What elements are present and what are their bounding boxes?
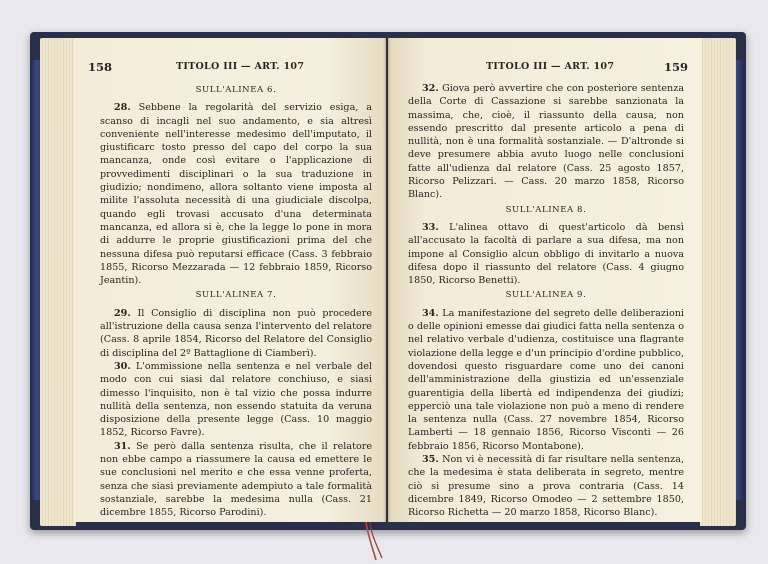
paragraph-text: Se però dalla sentenza risulta, che il relatore non ebbe campo a riassumere la causa ed emettere le sue conclusioni nel merito e che essa venne proferta, senza che siasi previamente adempiuto a tale formalità sostanziale, sarebbe la medesima nulla (Cass. 21 dicembre 1855, Ricorso Parodini). — [100, 440, 372, 519]
section-heading: SULL'ALINEA 9. — [505, 290, 587, 301]
paragraph-number: 28. — [114, 102, 131, 114]
paragraph-text: La manifestazione del segreto delle deliberazioni o delle opinioni emesse dai giudici fatta nella sentenza o nel relativo verbale d'udienza, costituisce una flagrante violazione della legge e d'un principio d'ordine pubblico, dovendosi questo risguardare come uno dei canoni dell'amministrazione della giustizia ed un'essenziale guarentigia della libertà ed indipendenza dei giudizi; epperciò una tale violazione non può a meno di rendere la sentenza nulla (Cass. 27 novembre 1854, Ricorso Lamberti — 18 gennaio 1856, Ricorso Visconti — 26 febbraio 1856, Ricorso Montabone). — [408, 307, 684, 452]
paragraph-number: 35. — [422, 454, 439, 466]
left-page-text — [100, 82, 372, 520]
numbered-paragraph — [100, 360, 372, 440]
left-page-header — [88, 60, 372, 76]
paragraph-text: L'ommissione nella sentenza e nel verbale del modo con cui siasi dal relatore conchiuso, e siasi dimesso l'inquisito, non è tal vizio che possa indurre nullità della sentenza, non essendo statuita da veruna disposizione della presente legge (Cass. 10 maggio 1852, Ricorso Favre). — [100, 360, 372, 439]
right-page — [388, 38, 702, 522]
left-page — [74, 38, 386, 522]
section-heading: SULL'ALINEA 7. — [195, 290, 277, 301]
paragraph-text: Non vi è necessità di far risultare nella sentenza, che la medesima è stata deliberata in segreto, mentre ciò si presume sino a prova contraria (Cass. 14 dicembre 1849, Ricorso Omodeo — 2 settembre 1850, Ricorso Richetta — 20 marzo 1858, Ricorso Blanc). — [408, 454, 684, 519]
numbered-paragraph — [100, 440, 372, 520]
paragraph-number: 30. — [114, 360, 131, 372]
right-page-text — [408, 82, 684, 520]
book-gutter — [383, 38, 391, 522]
page-number: 158 — [88, 60, 113, 74]
numbered-paragraph — [100, 101, 372, 287]
paragraph-number: 34. — [422, 307, 439, 319]
paragraph-text: Il Consiglio di disciplina non può procedere all'istruzione della causa senza l'intervento del relatore (Cass. 8 aprile 1854, Ricorso del Relatore del Consiglio di disciplina del 2º Battaglione di Ciamberì). — [100, 307, 372, 359]
right-page-header — [402, 60, 688, 76]
paragraph-number: 29. — [114, 307, 131, 319]
paragraph-text: Giova però avvertire che con posteriore sentenza della Corte di Cassazione si sarebbe sanzionata la massima, che, cioè, il riassunto della causa, non essendo prescritto dal presente articolo a pena di nullità, non è una formalità sostanziale. — D'altronde si deve presumere abbia avuto luogo nelle conclusioni fatte all'udienza dal relatore (Cass. 25 agosto 1857, Ricorso Pelizzari. — Cass. 20 marzo 1858, Ricorso Blanc). — [408, 83, 684, 201]
paragraph-number: 32. — [422, 83, 439, 94]
running-head: TITOLO III — ART. 107 — [486, 61, 615, 72]
numbered-paragraph — [408, 453, 684, 519]
section-heading: SULL'ALINEA 6. — [195, 85, 277, 95]
page-edges-left — [40, 38, 76, 526]
paragraph-number: 33. — [422, 221, 439, 233]
section-heading: SULL'ALINEA 8. — [505, 204, 587, 215]
paragraph-number: 31. — [114, 440, 131, 452]
paragraph-text: L'alinea ottavo di quest'articolo dà bensì all'accusato la facoltà di parlare a sua difesa, ma non impone al Consiglio alcun obbligo di invitarlo a nuova difesa dopo il riassunto del relatore (Cass. 4 giugno 1850, Ricorso Benetti). — [408, 221, 684, 287]
numbered-paragraph — [408, 82, 684, 202]
running-head: TITOLO III — ART. 107 — [176, 61, 305, 72]
page-number: 159 — [663, 60, 688, 74]
numbered-paragraph — [408, 307, 684, 453]
bookmark-ribbon — [362, 522, 388, 562]
numbered-paragraph — [408, 221, 684, 287]
paragraph-text: Sebbene la regolarità del servizio esiga, a scanso di incagli nel suo andamento, e sia altresì conveniente nell'interesse medesimo dell'imputato, il giustificarc tosto presso del capo del corpo la sua mancanza, onde così evitare o l'applicazione di provvedimenti disciplinari o la sua traduzione in giudizio; nondimeno, allora soltanto viene imposta al milite l'assoluta necessità di una giudiciale discolpa, quando egli trovasi accusato d'una determinata mancanza, ed allora si è, che la legge lo pone in mora di addurre le proprie giustificazioni prima del che nessuna difesa può reputarsi efficace (Cass. 3 febbraio 1855, Ricorso Mezzarada — 12 febbraio 1859, Ricorso Jeantin). — [100, 102, 372, 287]
page-edges-right — [700, 38, 736, 526]
numbered-paragraph — [100, 307, 372, 360]
